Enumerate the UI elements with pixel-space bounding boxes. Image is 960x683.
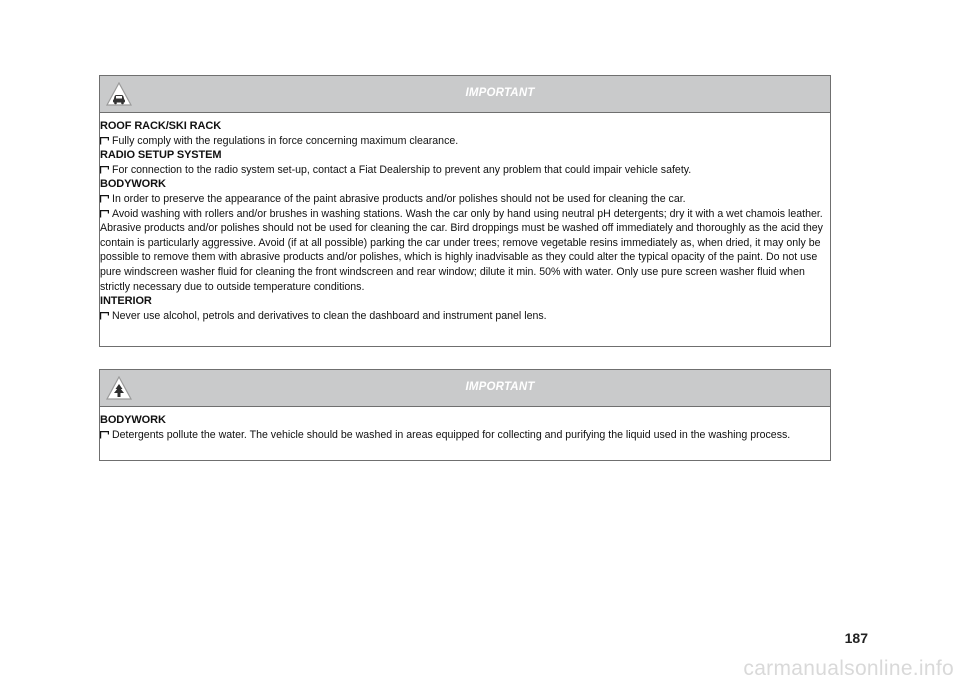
header-title: IMPORTANT: [465, 87, 535, 99]
box-body: [100, 407, 830, 442]
section-heading: BODYWORK: [100, 178, 166, 191]
paragraph-text: Detergents pollute the water. The vehicle should be washed in areas equipped for collecting and purifying the liquid used in the washing process.: [112, 428, 791, 441]
bullet-paragraph: [100, 309, 830, 324]
bullet-icon: [100, 210, 109, 218]
box-header: [100, 370, 830, 407]
bullet-icon: [100, 166, 109, 174]
section-heading: ROOF RACK/SKI RACK: [100, 120, 222, 132]
bullet-icon: [100, 312, 109, 320]
bullet-paragraph: [100, 163, 830, 178]
bullet-icon: [100, 137, 109, 145]
bullet-paragraph: [100, 134, 830, 149]
section-heading: INTERIOR: [100, 295, 152, 308]
box-header: [100, 76, 830, 113]
bullet-icon: [100, 195, 109, 203]
paragraph-text: For connection to the radio system set-up, contact a Fiat Dealership to prevent any problem that could impair vehicle safety.: [112, 163, 692, 176]
bullet-paragraph: [100, 428, 830, 443]
bullet-paragraph: [100, 207, 830, 295]
important-box-car: [99, 75, 831, 347]
box-body: [100, 113, 830, 323]
bullet-icon: [100, 431, 109, 439]
section-heading: RADIO SETUP SYSTEM: [100, 149, 222, 162]
header-title: IMPORTANT: [465, 381, 535, 393]
important-box-environment: [99, 369, 831, 461]
bullet-paragraph: [100, 192, 830, 207]
paragraph-text: Never use alcohol, petrols and derivatives to clean the dashboard and instrument panel lens.: [112, 309, 547, 322]
paragraph-text: Fully comply with the regulations in force concerning maximum clearance.: [112, 134, 459, 147]
page-number: 187: [844, 630, 868, 646]
paragraph-text: Avoid washing with rollers and/or brushes in washing stations. Wash the car only by hand using neutral pH detergents; dry it with a wet chamois leather. Abrasive products and/or polishes should not be used for cleaning the car. Bird droppings must be washed off immediately and thoroughly as the acid they contain is particularly aggressive. Avoid (if at all possible) parking the car under trees; remove vegetable resins immediately as, when dried, it may only be possible to remove them with abrasive products and/or polishes, which is highly inadvisable as they could alter the typical opacity of the paint. Do not use pure windscreen washer fluid for cleaning the front windscreen and rear window; dilute it min. 50% with water. Only use pure screen washer fluid when strictly necessary due to outside temperature conditions.: [100, 207, 823, 293]
paragraph-text: In order to preserve the appearance of the paint abrasive products and/or polishes should not be used for cleaning the car.: [112, 192, 686, 205]
section-heading: BODYWORK: [100, 414, 166, 426]
watermark: carmanualsonline.info: [743, 657, 954, 680]
